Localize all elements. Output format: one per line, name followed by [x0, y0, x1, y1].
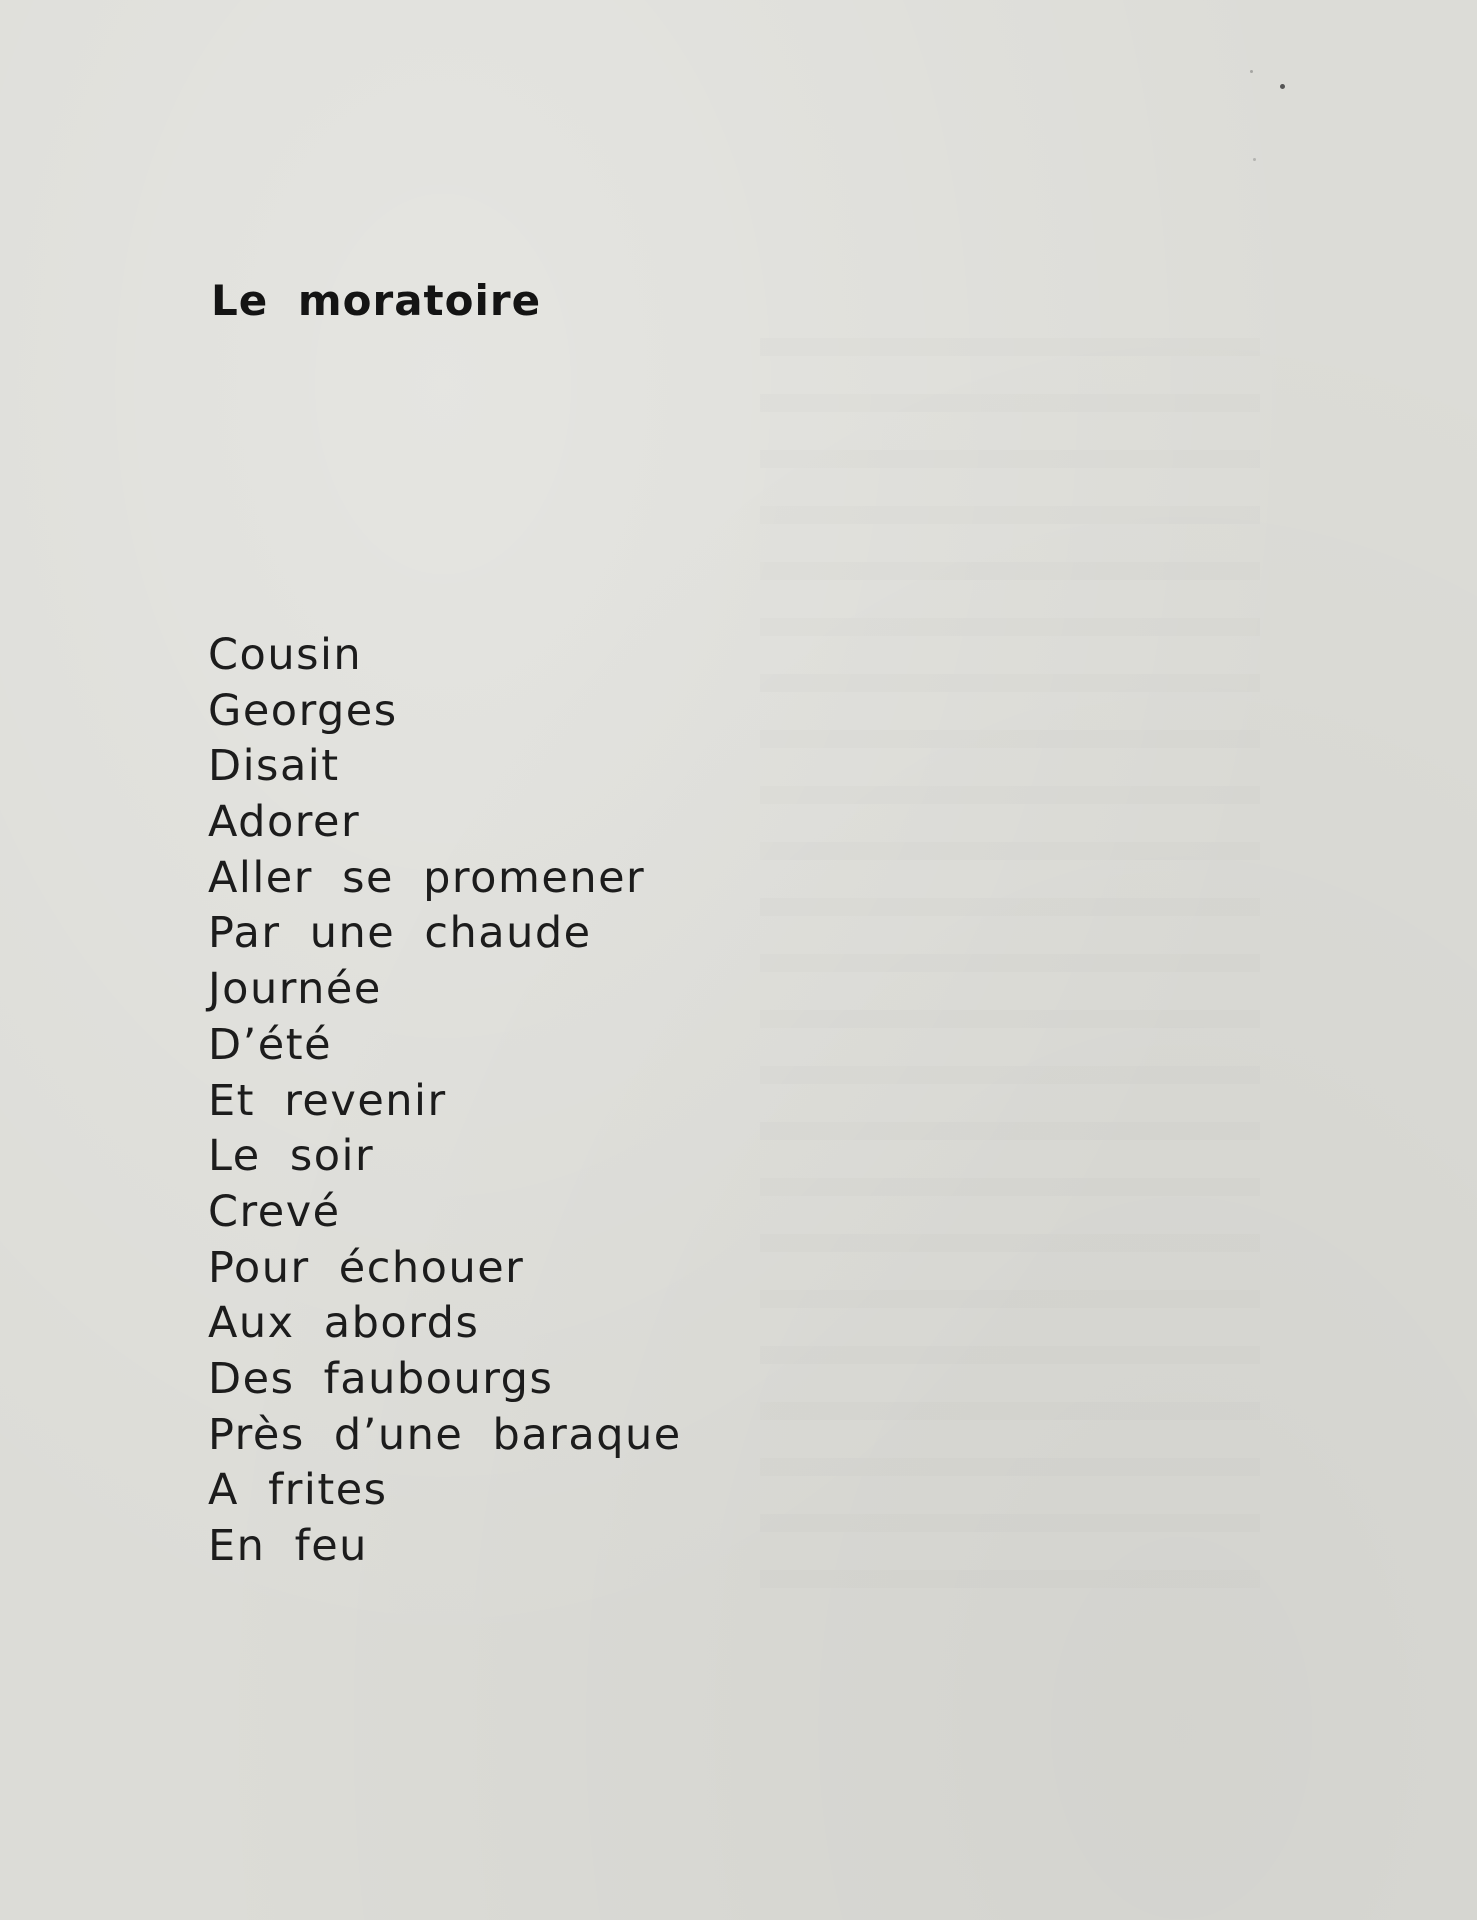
poem-line: Georges — [208, 685, 398, 736]
poem-line: Cousin — [208, 630, 363, 680]
paper-speck — [1250, 70, 1253, 73]
poem-line: Aller se promener — [208, 852, 646, 903]
poem-line: Près d’une baraque — [208, 1409, 682, 1460]
poem-line: D’été — [208, 1019, 333, 1070]
poem-line: Pour échouer — [208, 1242, 525, 1293]
poem-line: A frites — [208, 1465, 388, 1516]
bleed-through-texture — [760, 300, 1260, 1600]
poem-title: Le moratoire — [211, 276, 542, 325]
paper-speck — [1253, 158, 1256, 161]
poem-body — [208, 628, 682, 1575]
poem-line: Disait — [208, 741, 340, 792]
poem-line: Crevé — [208, 1186, 341, 1237]
poem-line: En feu — [208, 1521, 368, 1571]
poem-line: Journée — [208, 964, 382, 1015]
poem-line: Et revenir — [208, 1075, 447, 1126]
paper-speck — [1280, 84, 1285, 89]
poem-line: Des faubourgs — [208, 1353, 554, 1404]
poem-line: Adorer — [208, 797, 361, 848]
poem-line: Par une chaude — [208, 908, 592, 959]
poem-line: Le soir — [208, 1131, 375, 1182]
poem-line: Aux abords — [208, 1298, 480, 1349]
